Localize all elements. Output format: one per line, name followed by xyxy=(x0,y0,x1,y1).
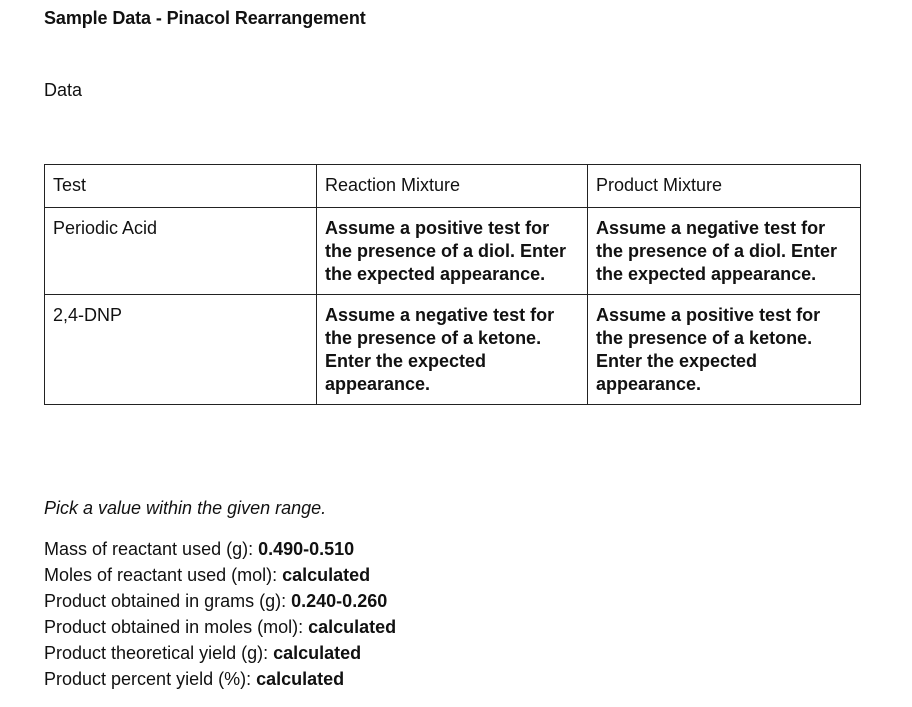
value-label: Product percent yield (%): xyxy=(44,669,252,689)
value-list xyxy=(44,536,396,692)
list-item xyxy=(44,666,396,692)
table-row xyxy=(45,295,861,405)
reaction-mixture-cell: Assume a negative test for the presence of a ketone. Enter the expected appearance. xyxy=(317,295,588,405)
instruction-note: Pick a value within the given range. xyxy=(44,498,327,518)
column-header-product-mixture: Product Mixture xyxy=(588,165,861,208)
list-item xyxy=(44,640,396,666)
value-label: Product obtained in moles (mol): xyxy=(44,617,304,637)
list-item xyxy=(44,614,396,640)
list-item xyxy=(44,562,396,588)
table-header-row xyxy=(45,165,861,208)
column-header-reaction-mixture: Reaction Mixture xyxy=(317,165,588,208)
value-text: 0.240-0.260 xyxy=(291,591,388,611)
value-text: calculated xyxy=(308,617,397,637)
value-text: calculated xyxy=(282,565,371,585)
section-label-data: Data xyxy=(44,80,83,100)
product-mixture-cell: Assume a negative test for the presence of a diol. Enter the expected appearance. xyxy=(588,208,861,295)
value-label: Moles of reactant used (mol): xyxy=(44,565,278,585)
test-name-cell: 2,4-DNP xyxy=(45,295,317,405)
reaction-mixture-cell: Assume a positive test for the presence of a diol. Enter the expected appearance. xyxy=(317,208,588,295)
page-title: Sample Data - Pinacol Rearrangement xyxy=(44,8,366,28)
value-text: calculated xyxy=(273,643,362,663)
value-text: 0.490-0.510 xyxy=(258,539,355,559)
value-label: Product theoretical yield (g): xyxy=(44,643,269,663)
value-label: Product obtained in grams (g): xyxy=(44,591,287,611)
column-header-test: Test xyxy=(45,165,317,208)
value-text: calculated xyxy=(256,669,345,689)
product-mixture-cell: Assume a positive test for the presence of a ketone. Enter the expected appearance. xyxy=(588,295,861,405)
table-row xyxy=(45,208,861,295)
value-label: Mass of reactant used (g): xyxy=(44,539,254,559)
test-name-cell: Periodic Acid xyxy=(45,208,317,295)
list-item xyxy=(44,536,396,562)
data-table xyxy=(44,164,861,405)
list-item xyxy=(44,588,396,614)
